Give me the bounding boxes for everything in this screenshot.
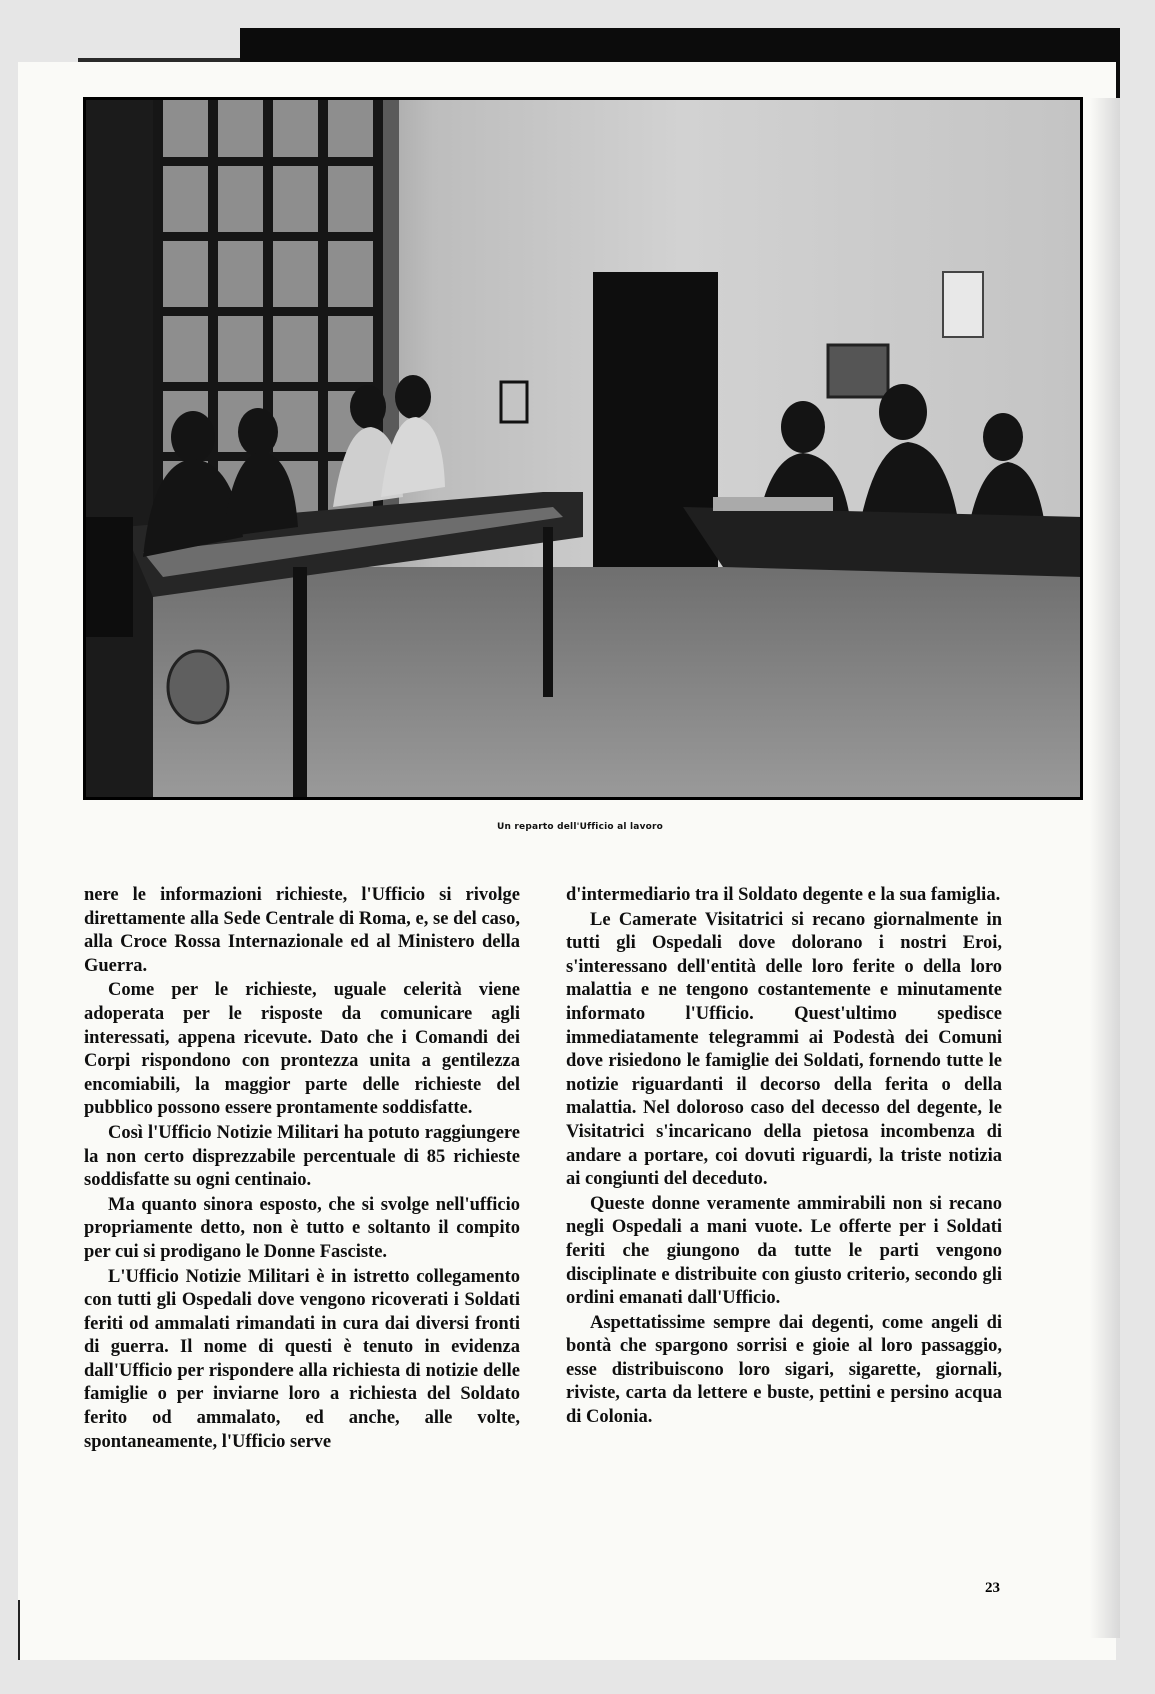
left-column — [84, 884, 520, 1455]
paragraph: L'Ufficio Notizie Militari è in istretto collegamento con tutti gli Ospedali dove vengono ricoverati i Soldati feriti od ammalati rimandati in cura dai diversi fronti di guerra. Il nome di questi è tenuto in evidenza dall'Ufficio per rispondere alla richiesta di notizie delle famiglie o per inviarne loro a richiesta del Soldato ferito od ammalato, ed anche, alle volte, spontaneamente, l'Ufficio serve — [84, 1266, 520, 1452]
paragraph: Le Camerate Visitatrici si recano giornalmente in tutti gli Ospedali dove dolorano i nostri Eroi, s'interessano dell'entità delle loro ferite o della loro malattia e ne tengono costantemente e minutamente informato l'Ufficio. Quest'ultimo spedisce immediatamente telegrammi ai Podestà dei Comuni dove risiedono le famiglie dei Soldati, fornendo tutte le notizie riguardanti il decorso della ferita o della malattia. Nel doloroso caso del decesso del degente, le Visitatrici s'incaricano della pietosa incombenza di andare a portare, coi dovuti riguardi, la triste notizia ai congiunti del deceduto. — [566, 909, 1002, 1190]
wall-map — [828, 345, 888, 397]
photo-caption: Un reparto dell'Ufficio al lavoro — [496, 822, 664, 832]
paragraph: Come per le richieste, uguale celerità viene adoperata per le risposte da comunicare agli interessati, appena ricevute. Dato che i Comandi dei Corpi rispondono con prontezza unita a gentilezza encomiabili, la maggior parte delle richieste del pubblico possono essere prontamente soddisfatte. — [84, 980, 520, 1119]
chair — [83, 517, 133, 637]
paragraph: Queste donne veramente ammirabili non si recano negli Ospedali a mani vuote. Le offerte per i Soldati feriti che giungono da tutte le parti vengono disciplinate e distribuite con giusto criterio, secondo gli ordini emanati dall'Ufficio. — [566, 1193, 1002, 1309]
page-shadow — [1090, 98, 1120, 1638]
table-leg — [293, 567, 307, 800]
floor — [153, 567, 1083, 800]
wall-poster — [943, 272, 983, 337]
right-column — [566, 884, 1002, 1431]
table-leg — [543, 527, 553, 697]
page-edge — [18, 1600, 20, 1660]
page-number: 23 — [985, 1580, 1000, 1596]
left-wall-shadow — [83, 97, 153, 800]
right-desk — [683, 507, 1083, 577]
paragraph: d'intermediario tra il Soldato degente e la sua famiglia. — [566, 885, 1001, 905]
paragraph: Ma quanto sinora esposto, che si svolge nell'ufficio propriamente detto, non è tutto e soltanto il compito per cui si prodigano le Donne Fasciste. — [84, 1194, 520, 1262]
office-photo-drawing — [83, 97, 1083, 800]
wastebasket — [168, 651, 228, 723]
paragraph: Così l'Ufficio Notizie Militari ha potuto raggiungere la non certo disprezzabile percentuale di 85 richieste soddisfatte su ogni centinaio. — [84, 1122, 520, 1191]
desk-papers — [713, 497, 833, 511]
paragraph: Aspettatissime sempre dai degenti, come angeli di bontà che spargono sorrisi e gioie al loro passaggio, esse distribuiscono loro sigari, sigarette, giornali, riviste, carta da lettere e buste, pettini e persino acqua di Colonia. — [566, 1312, 1002, 1428]
paragraph: nere le informazioni richieste, l'Ufficio si rivolge direttamente alla Sede Centrale di Roma, e, se del caso, alla Croce Rossa Internazionale ed al Ministero della Guerra. — [84, 885, 520, 976]
office-photo — [83, 97, 1083, 800]
